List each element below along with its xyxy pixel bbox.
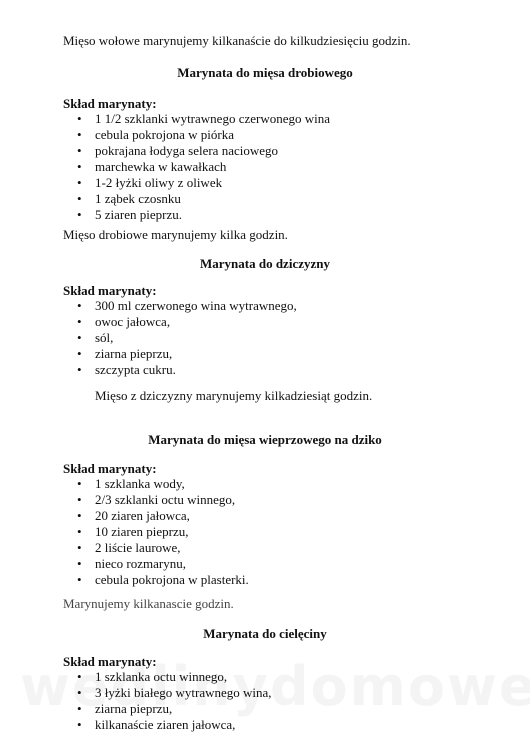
section-heading: Marynata do cielęciny [203, 626, 327, 641]
section-note: Marynujemy kilkanascie godzin. [63, 596, 234, 611]
section-note: Mięso z dziczyzny marynujemy kilkadziesiąt godzin. [95, 388, 373, 403]
intro-text: Mięso wołowe marynujemy kilkanaście do kilkudziesięciu godzin. [63, 33, 411, 48]
list-item: • 2 liście laurowe, [95, 540, 181, 556]
list-item: • nieco rozmarynu, [95, 556, 186, 572]
list-item: • 5 ziaren pieprzu. [95, 207, 182, 223]
sklad-label: Skład marynaty: [63, 461, 157, 476]
list-item: • 2/3 szklanki octu winnego, [95, 492, 235, 508]
list-item: • pokrajana łodyga selera naciowego [95, 143, 278, 159]
list-item: • cebula pokrojona w piórka [95, 127, 234, 143]
list-item: • sól, [95, 330, 113, 346]
section-heading: Marynata do mięsa drobiowego [177, 65, 353, 80]
list-item: • ziarna pieprzu, [95, 346, 172, 362]
sklad-label: Skład marynaty: [63, 96, 157, 111]
sklad-label: Skład marynaty: [63, 283, 157, 298]
list-item: • 10 ziaren pieprzu, [95, 524, 188, 540]
list-item: • 300 ml czerwonego wina wytrawnego, [95, 298, 297, 314]
section-heading: Marynata do dziczyzny [200, 256, 330, 271]
list-item: • 1 ząbek czosnku [95, 191, 181, 207]
section-heading: Marynata do mięsa wieprzowego na dziko [148, 432, 382, 447]
sklad-label: Skład marynaty: [63, 654, 157, 669]
list-item: • 1-2 łyżki oliwy z oliwek [95, 175, 222, 191]
list-item: • marchewka w kawałkach [95, 159, 226, 175]
list-item: • owoc jałowca, [95, 314, 170, 330]
list-item: • szczypta cukru. [95, 362, 176, 378]
section-note: Mięso drobiowe marynujemy kilka godzin. [63, 227, 288, 242]
list-item: • 1 szklanka octu winnego, [95, 669, 227, 685]
list-item: • 1 szklanka wody, [95, 476, 185, 492]
list-item: • 3 łyżki białego wytrawnego wina, [95, 685, 272, 701]
list-item: • cebula pokrojona w plasterki. [95, 572, 249, 588]
list-item: • 1 1/2 szklanki wytrawnego czerwonego wina [95, 111, 330, 127]
list-item: • kilkanaście ziaren jałowca, [95, 717, 235, 733]
list-item: • 20 ziaren jałowca, [95, 508, 190, 524]
list-item: • ziarna pieprzu, [95, 701, 172, 717]
